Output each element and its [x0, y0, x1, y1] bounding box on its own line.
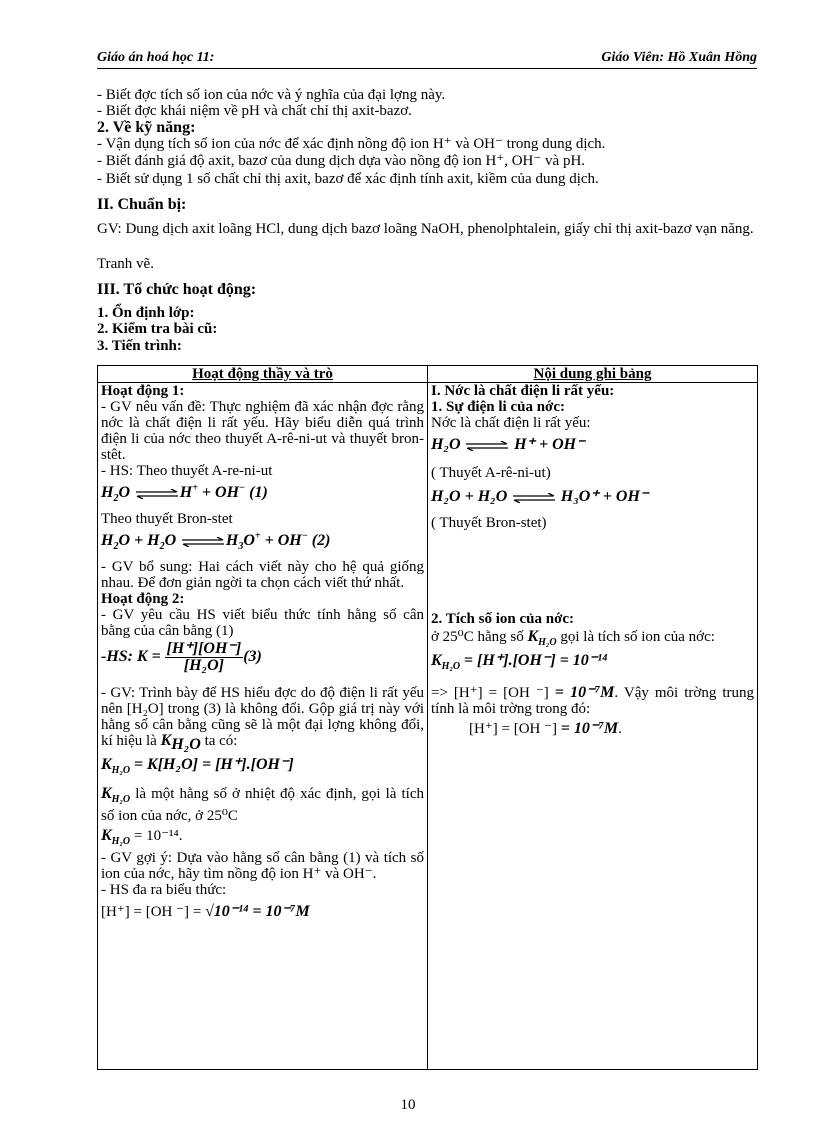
req3-text: = [H⁺].[OH⁻] = 10⁻¹⁴ [463, 652, 608, 669]
gv-request: - GV yêu cầu HS viết biểu thức tính hằng số cân bằng của cân bằng (1) [101, 607, 424, 639]
eq5-left: [H⁺] = [OH ⁻] = [101, 904, 202, 920]
equation-1: $H_2O$ H+ + OH− (1) [101, 482, 268, 505]
activity-item: 1. Ổn định lớp: [97, 305, 195, 321]
neutral-text-c: . Vậy môi trờng trung tính là môi trờng trong đó: [431, 685, 755, 717]
prep-text-2: Tranh vẽ. [97, 256, 154, 272]
gv-supplement: - GV bổ sung: Hai cách viết này cho hệ quả giống nhau. Để đơn giản ngời ta chọn cách viết thứ nhất. [101, 559, 424, 591]
gv-hint: - GV gợi ý: Dựa vào hằng số cân bằng (1) và tích số ion của nớc, hãy tìm nồng độ ion H⁺ và OH⁻. [101, 850, 424, 882]
activity-item: 3. Tiến trình: [97, 338, 182, 354]
objective-line: - Biết đợc tích số ion của nớc và ý nghĩa của đại lợng này. [97, 87, 446, 103]
neutral-cond-end: . [618, 721, 622, 737]
activity-item: 2. Kiểm tra bài cũ: [97, 321, 218, 337]
kw-value-text: = 10⁻¹⁴. [133, 828, 183, 844]
equation-4: $K_{H_2O} = K[H_2O] = [H^+].[OH^-]$ [101, 756, 294, 777]
eq5-root: √10⁻¹⁴ [204, 903, 249, 920]
equilibrium-arrow-icon [464, 441, 510, 451]
req2-left: H₂O + H₂O [431, 488, 508, 505]
bronsted-label-right: ( Thuyết Bron-stet) [431, 515, 547, 531]
ion-product-definition: ở 25⁰C hằng số $K_{H_2O}$ gọi là tích số ion của nớc: [431, 628, 715, 649]
kw-subscript: H₂O [171, 736, 201, 753]
col-header-activities: Hoạt động thầy và trò [98, 366, 428, 383]
activity-2-heading: Hoạt động 2: [101, 591, 185, 607]
arrhenius-label: ( Thuyết A-rê-ni-ut) [431, 465, 551, 481]
ion-product-text-a: ở 25⁰C hằng số [431, 629, 524, 645]
water-weak-electrolyte: Nớc là chất điện li rất yếu: [431, 415, 591, 431]
left-cell [98, 383, 428, 1070]
equilibrium-arrow-icon [134, 489, 180, 499]
kw-symbol: K [160, 732, 172, 749]
bronsted-label: Theo thuyết Bron-stet [101, 511, 233, 527]
eq3-tag: (3) [243, 647, 262, 665]
eq5-result: = 10⁻⁷M [252, 903, 310, 920]
hs-answer: - HS: Theo thuyết A-re-ni-ut [101, 463, 273, 479]
eq3-prefix: -HS: K = [101, 647, 161, 665]
skill-line: - Vận dụng tích số ion của nớc để xác định nồng độ ion H⁺ và OH⁻ trong dung dịch. [97, 136, 606, 152]
req1-left: H₂O [431, 436, 461, 453]
page-number: 10 [400, 1097, 416, 1113]
neutral-condition [431, 717, 754, 737]
equation-2: $H_2O + H_2O$ $H_3O^+ + OH^-$ (2) [101, 530, 331, 553]
prep-heading: II. Chuẩn bị: [97, 196, 187, 213]
skill-line: - Biết sử dụng 1 số chất chỉ thị axit, bazơ để xác định tính axit, kiềm của dung dịch. [97, 171, 599, 187]
section-1-heading: I. Nớc là chất điện li rất yếu: [431, 383, 615, 399]
eq3-fraction [165, 641, 244, 674]
kw-value: $K_{H_2O} = 10^{-14}$. [101, 827, 183, 848]
equilibrium-arrow-icon [180, 537, 226, 547]
ion-product-text-b: gọi là tích số ion của nớc: [560, 629, 715, 645]
equation-3 [101, 639, 424, 685]
eq4-text: = K[H₂O] = [H⁺].[OH⁻] [133, 756, 294, 773]
gv-explanation-text: - GV: Trình bày để HS hiểu đợc do độ điện li rất yếu nên [H₂O] trong (3) là không đổi. Gộp giá trị này với hằng số cân bằng cũng sẽ là một đại lợng không đổi, kí hiệu là [101, 685, 424, 749]
section-1a-heading: 1. Sự điện li của nớc: [431, 399, 565, 415]
req1-right: H⁺ + OH⁻ [514, 436, 585, 453]
activity-1-heading: Hoạt động 1: [101, 383, 185, 399]
kw-definition-text: là một hằng số ở nhiệt độ xác định, gọi là tích số ion của nớc, ở 25⁰C [101, 786, 424, 824]
objective-line: - Biết đợc khái niệm về pH và chất chỉ thị axit-bazơ. [97, 103, 412, 119]
hs-expression-intro: - HS đa ra biểu thức: [101, 882, 227, 898]
board-equation-2 [431, 481, 754, 515]
eq3-numerator: [H⁺][OH⁻] [166, 640, 242, 657]
board-equation-3: $K_{H_2O} = [H^+].[OH^-] = 10^{-14}$ [431, 652, 608, 673]
gv-explanation-end: ta có: [204, 733, 238, 749]
equilibrium-arrow-icon [511, 493, 557, 503]
eq3-denominator: [H₂O] [183, 657, 224, 674]
gv-question: - GV nêu vấn đề: Thực nghiệm đã xác nhận đợc rằng nớc là chất điện li rất yếu. Hãy biểu diễn quá trình điện li của nớc theo thuyết A-rê-ni-ut và thuyết bron-stêt. [101, 399, 424, 463]
header-left: Giáo án hoá học 11: [97, 50, 215, 65]
board-equation-1 [431, 431, 754, 465]
section-2-heading: 2. Tích số ion của nớc: [431, 611, 575, 627]
prep-text: GV: Dung dịch axit loãng HCl, dung dịch bazơ loãng NaOH, phenolphtalein, giấy chỉ thị axit-bazơ vạn năng. [97, 221, 754, 237]
lesson-table [97, 365, 758, 1070]
gv-explanation [101, 685, 424, 753]
page-header [97, 50, 757, 69]
neutral-cond-value: = 10⁻⁷M [560, 720, 619, 737]
neutral-text-a: => [H⁺] = [OH ⁻] [431, 685, 549, 701]
skills-heading: 2. Về kỹ năng: [97, 119, 196, 136]
req2-right: H₃O⁺ + OH⁻ [560, 488, 649, 505]
header-right: Giáo Viên: Hồ Xuân Hồng [601, 50, 757, 65]
equation-5 [101, 898, 424, 926]
col-header-board: Nội dung ghi bảng [428, 366, 758, 383]
right-cell [428, 383, 758, 1070]
skill-line: - Biết đánh giá độ axit, bazơ của dung dịch dựa vào nồng độ ion H⁺, OH⁻ và pH. [97, 153, 586, 169]
spacer [431, 531, 754, 611]
activities-heading: III. Tổ chức hoạt động: [97, 281, 257, 298]
neutral-cond-a: [H⁺] = [OH ⁻] [469, 721, 558, 737]
neutral-definition [431, 681, 754, 717]
neutral-value: = 10⁻⁷M [554, 684, 615, 701]
kw-definition: $K_{H_2O}$ là một hằng số ở nhiệt độ xác định, gọi là tích số ion của nớc, ở 25⁰C [101, 785, 424, 824]
